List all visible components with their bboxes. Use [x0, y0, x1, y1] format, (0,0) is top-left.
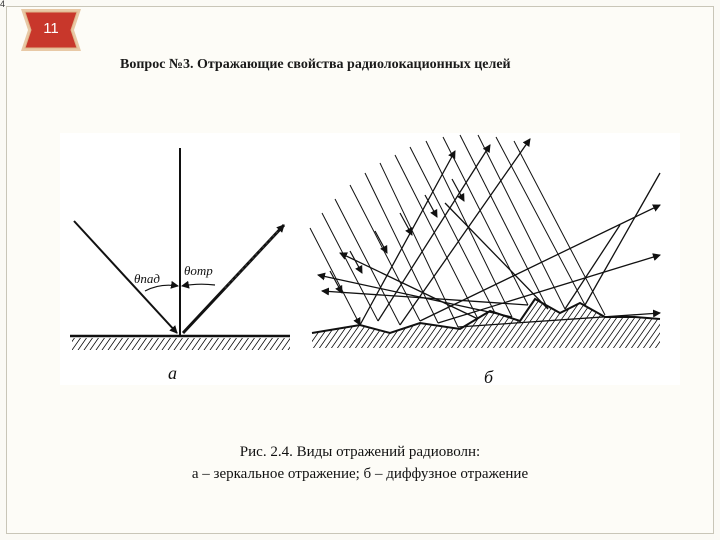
caption-line-1: Рис. 2.4. Виды отражений радиоволн: [239, 444, 481, 460]
slide-title: Вопрос №3. Отражающие свойства радиолокационных целей [120, 57, 511, 72]
panel-a-specular [70, 148, 290, 383]
incident-rays [310, 135, 605, 327]
caption-line-2: а – зеркальное отражение; б – диффузное отражение [191, 466, 529, 482]
panel-b-label: б [484, 367, 494, 385]
angle-incidence-label: θпад [134, 271, 160, 286]
reflection-figure [60, 133, 680, 385]
panel-b-diffuse [310, 135, 660, 385]
slide-number-badge [18, 6, 84, 54]
corner-mark: 4 [0, 0, 6, 9]
figure-caption [100, 441, 620, 485]
angle-reflection-label: θотр [184, 263, 213, 278]
panel-a-label: а [168, 363, 177, 383]
figure-drawing [60, 133, 680, 385]
scattered-rays [318, 139, 660, 327]
slide-number: 11 [43, 20, 59, 37]
